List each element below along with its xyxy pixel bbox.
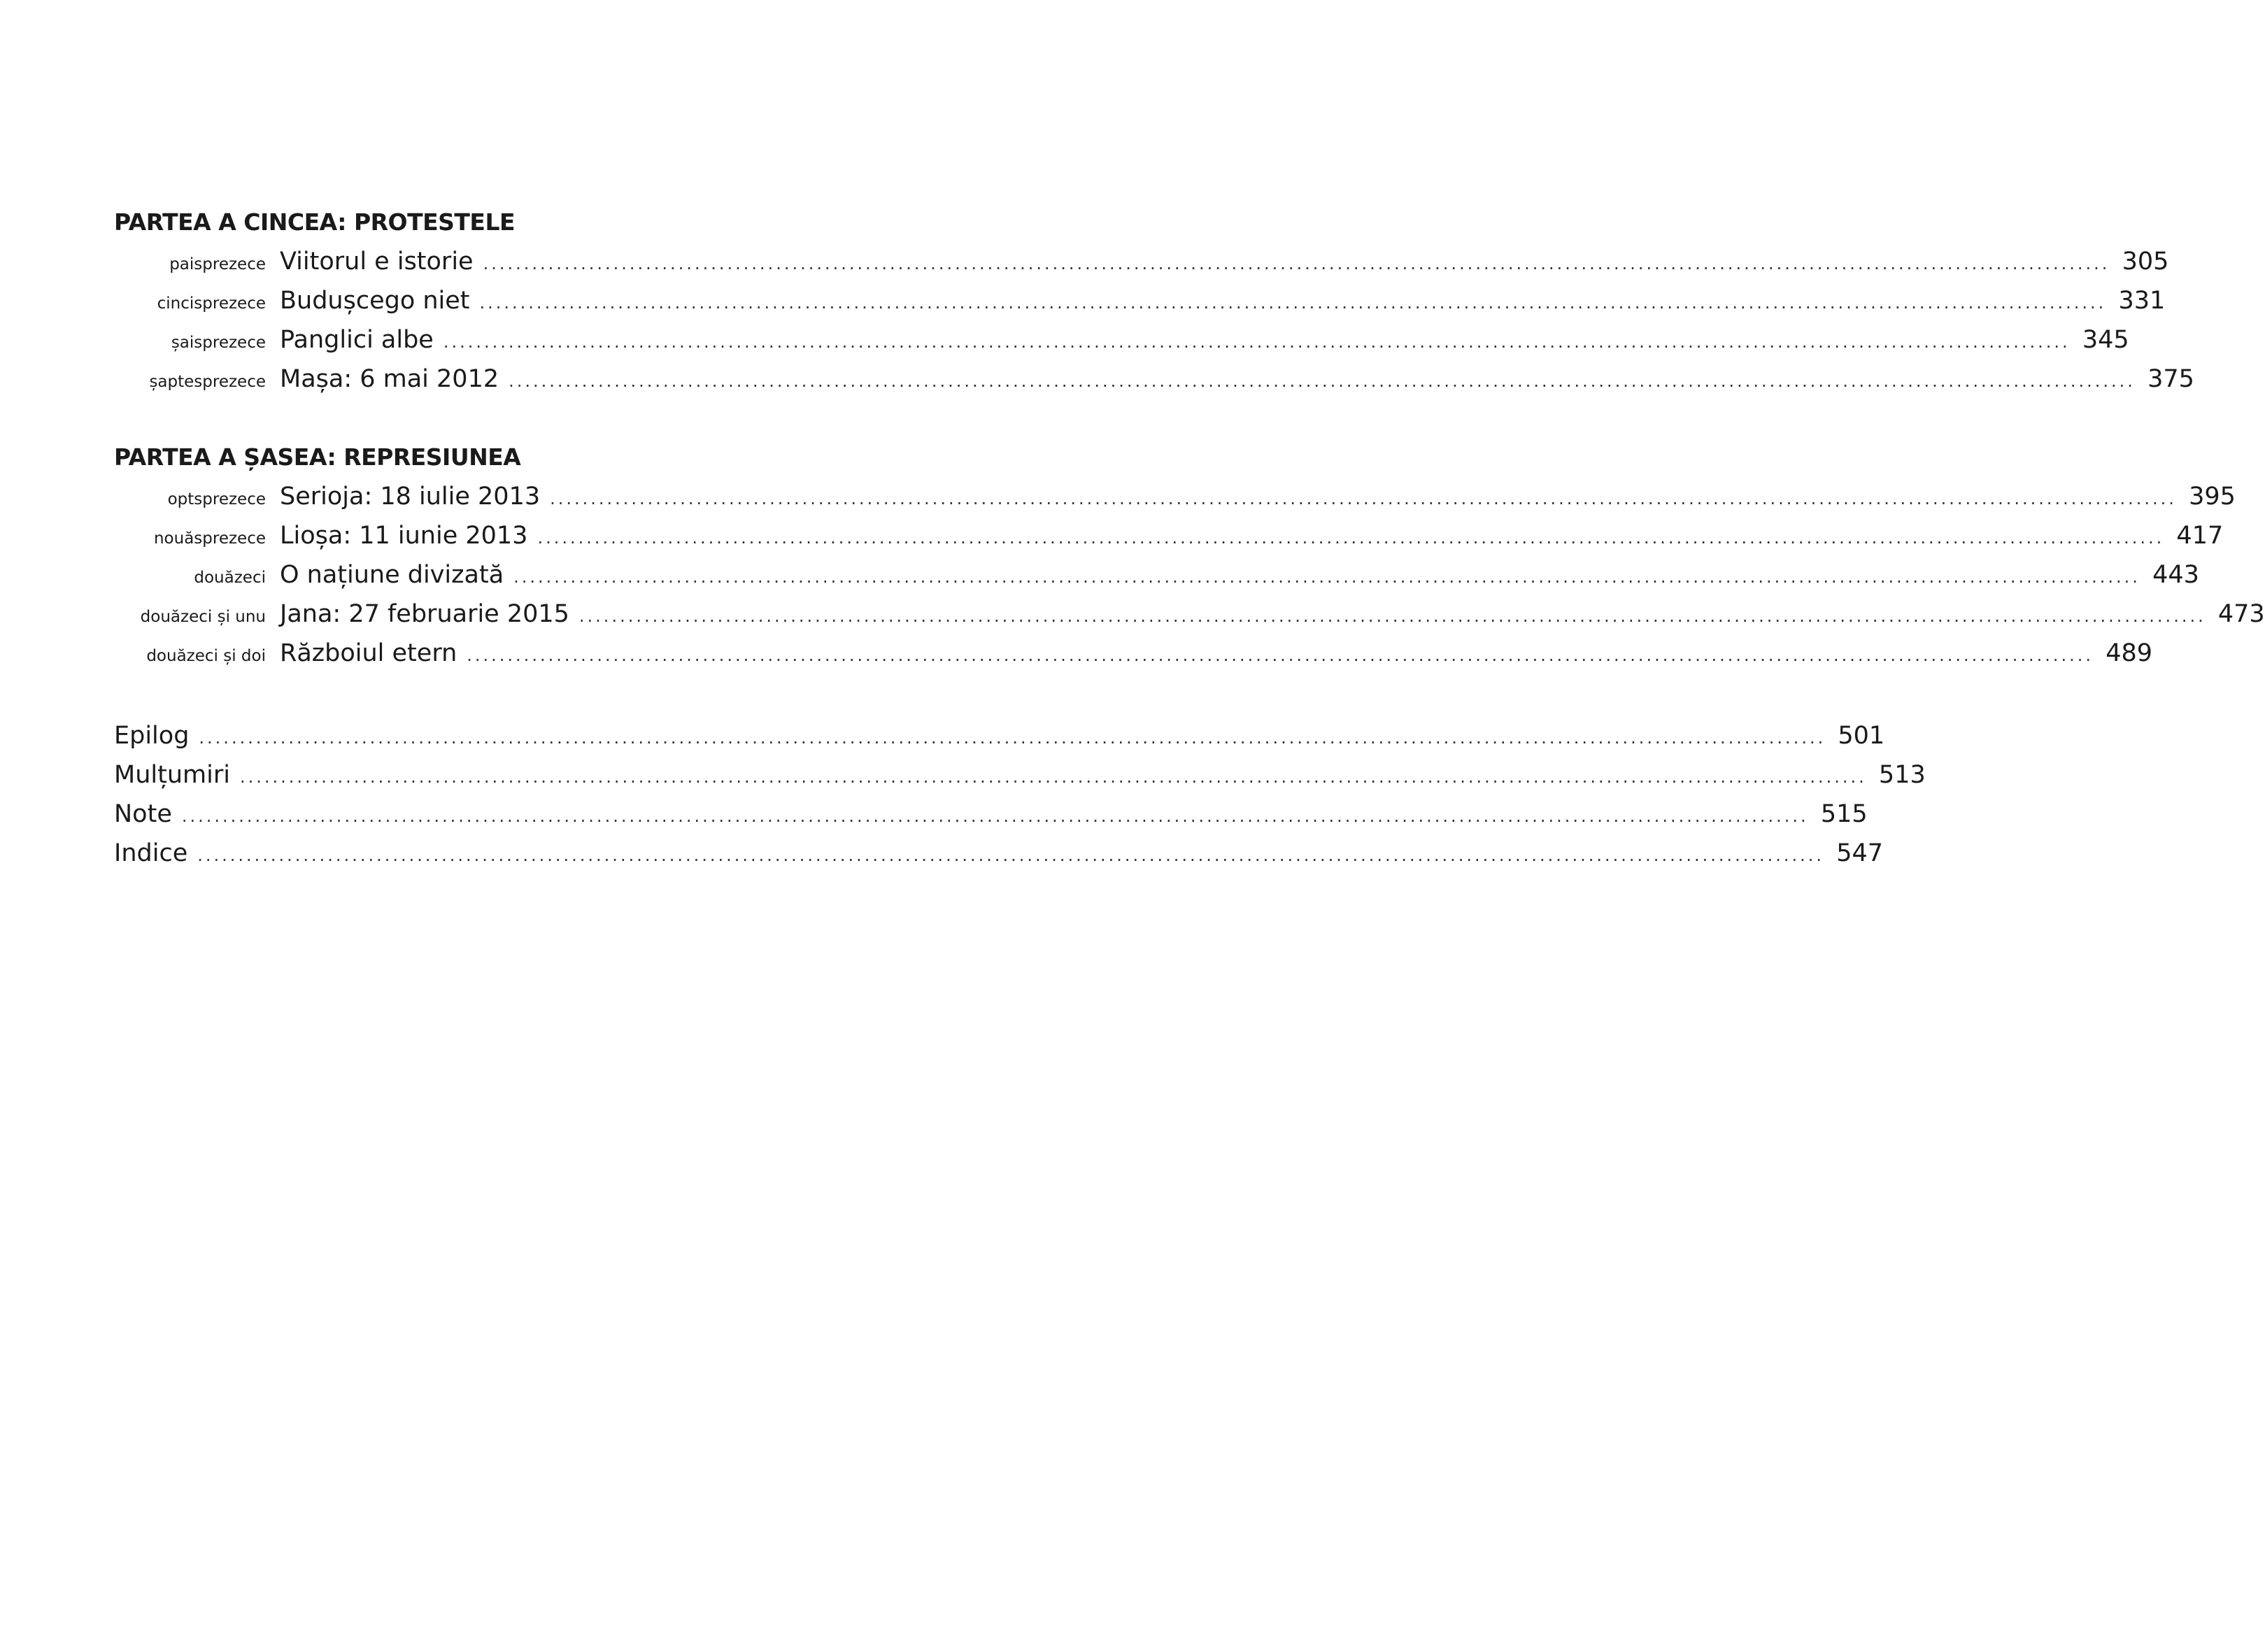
toc-entry[interactable] bbox=[114, 242, 2169, 281]
chapter-title: Panglici albe bbox=[280, 326, 434, 354]
entry-title: Note bbox=[114, 800, 172, 828]
page-number: 547 bbox=[1836, 839, 1884, 867]
chapter-number: nouăsprezece bbox=[153, 529, 266, 548]
dot-leader: ........................................................................................................................................................................................................ bbox=[467, 646, 2094, 665]
toc-entry[interactable] bbox=[114, 320, 2129, 359]
chapter-number: cincisprezece bbox=[157, 294, 266, 313]
toc-entry[interactable] bbox=[114, 716, 1885, 755]
page-number: 489 bbox=[2106, 639, 2153, 667]
chapter-title: Serioja: 18 iulie 2013 bbox=[280, 483, 541, 511]
dot-leader: ........................................................................................................................................................................................................ bbox=[513, 567, 2140, 587]
chapter-number: douăzeci bbox=[194, 569, 266, 587]
part-title: PARTEA A CINCEA: PROTESTELE bbox=[114, 208, 516, 236]
toc-entry[interactable] bbox=[114, 795, 1868, 834]
dot-leader: ........................................................................................................................................................................................................ bbox=[537, 528, 2165, 548]
part-section bbox=[114, 207, 2194, 399]
page-number: 473 bbox=[2217, 600, 2265, 628]
chapter-title: Mașa: 6 mai 2012 bbox=[280, 365, 499, 393]
page-number: 305 bbox=[2122, 248, 2169, 276]
part-section bbox=[114, 442, 2265, 673]
toc-entry[interactable] bbox=[114, 755, 1926, 795]
page-number: 345 bbox=[2082, 326, 2129, 354]
dot-leader: ........................................................................................................................................................................................................ bbox=[199, 728, 1826, 748]
toc-entry[interactable] bbox=[114, 359, 2194, 399]
dot-leader: ........................................................................................................................................................................................................ bbox=[479, 293, 2107, 313]
chapter-number: șaptesprezece bbox=[149, 373, 266, 391]
entry-title: Mulțumiri bbox=[114, 761, 230, 789]
page-number: 513 bbox=[1878, 761, 1926, 789]
page-number: 375 bbox=[2147, 365, 2194, 393]
dot-leader: ........................................................................................................................................................................................................ bbox=[197, 846, 1825, 865]
chapter-title: Budușcego niet bbox=[280, 287, 470, 315]
chapter-title: Războiul etern bbox=[280, 639, 457, 667]
page-number: 443 bbox=[2152, 561, 2199, 589]
dot-leader: ........................................................................................................................................................................................................ bbox=[509, 371, 2136, 391]
entry-title: Indice bbox=[114, 839, 188, 867]
toc-entry[interactable] bbox=[114, 634, 2153, 673]
page-number: 395 bbox=[2189, 483, 2236, 511]
dot-leader: ........................................................................................................................................................................................................ bbox=[181, 806, 1809, 826]
toc-entry[interactable] bbox=[114, 516, 2224, 555]
dot-leader: ........................................................................................................................................................................................................ bbox=[550, 489, 2177, 508]
toc-entry[interactable] bbox=[114, 477, 2236, 516]
page-number: 501 bbox=[1838, 722, 1885, 750]
page-number: 331 bbox=[2118, 287, 2166, 315]
chapter-title: Viitorul e istorie bbox=[280, 248, 474, 276]
chapter-number: șaisprezece bbox=[171, 334, 266, 352]
chapter-number: douăzeci și unu bbox=[140, 608, 266, 626]
dot-leader: ........................................................................................................................................................................................................ bbox=[443, 332, 2071, 352]
dot-leader: ........................................................................................................................................................................................................ bbox=[578, 606, 2206, 626]
toc-entry[interactable] bbox=[114, 834, 1884, 873]
entry-title: Epilog bbox=[114, 722, 190, 750]
chapter-number: optsprezece bbox=[167, 490, 266, 508]
toc-entry[interactable] bbox=[114, 281, 2166, 320]
chapter-number: douăzeci și doi bbox=[146, 647, 266, 665]
dot-leader: ........................................................................................................................................................................................................ bbox=[483, 254, 2110, 273]
chapter-title: Jana: 27 februarie 2015 bbox=[280, 600, 569, 628]
page-number: 417 bbox=[2176, 522, 2224, 550]
toc-entry[interactable] bbox=[114, 555, 2199, 594]
chapter-title: Lioșa: 11 iunie 2013 bbox=[280, 522, 528, 550]
chapter-title: O națiune divizată bbox=[280, 561, 504, 589]
page-number: 515 bbox=[1820, 800, 1868, 828]
chapter-number: paisprezece bbox=[169, 255, 266, 273]
dot-leader: ........................................................................................................................................................................................................ bbox=[239, 767, 1867, 787]
toc-entry[interactable] bbox=[114, 594, 2265, 634]
back-matter-section bbox=[114, 716, 1926, 873]
part-title: PARTEA A ȘASEA: REPRESIUNEA bbox=[114, 443, 521, 471]
